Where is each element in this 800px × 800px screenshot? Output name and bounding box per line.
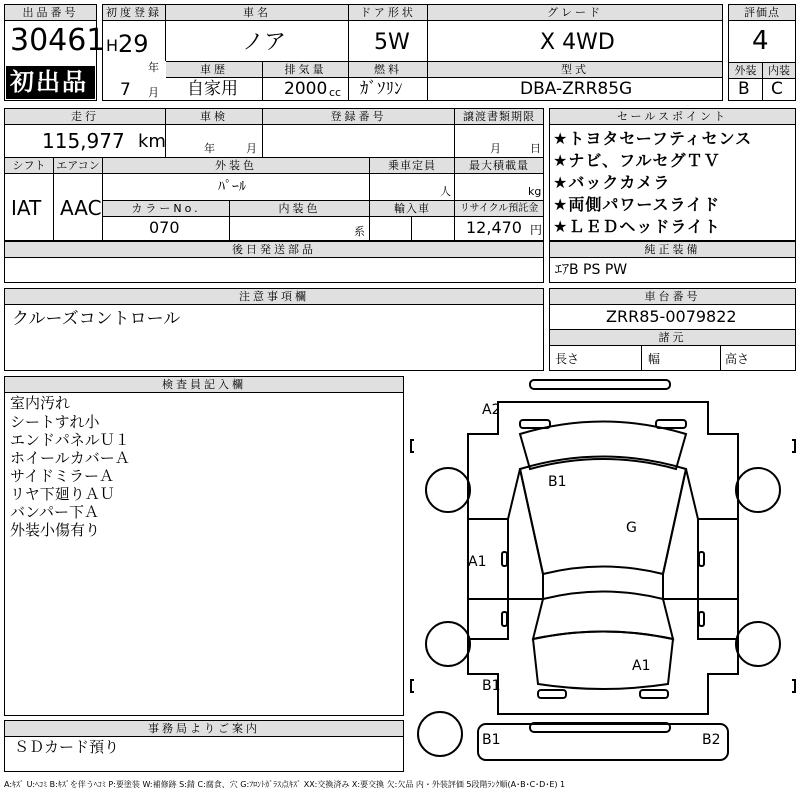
transfer-deadline-header: 譲渡書類期限 <box>455 109 543 125</box>
inspection-header: 車検 <box>166 109 262 125</box>
exterior-color-value: ﾊﾟｰﾙ <box>218 179 246 195</box>
capacity-unit: 人 <box>440 185 451 198</box>
sales-point-item: ★バックカメラ <box>553 173 671 192</box>
interior-score: C <box>771 79 783 99</box>
color-no-header: カラーNo. <box>103 201 229 217</box>
recycle-value: 12,470 <box>466 218 522 237</box>
fuel-header: 燃料 <box>349 62 427 78</box>
damage-mark: B1 <box>548 474 567 490</box>
chassis-header: 車台番号 <box>550 289 795 305</box>
max-load-header: 最大積載量 <box>455 158 543 174</box>
first-reg-header: 初度登録 <box>103 5 165 21</box>
damage-mark: B1 <box>482 678 501 694</box>
car-name-value: ノア <box>242 30 287 55</box>
dimensions-header: 諸元 <box>550 330 795 346</box>
grade-header: グレード <box>428 5 722 21</box>
damage-mark: B1 <box>482 732 501 748</box>
width-label: 幅 <box>648 352 661 366</box>
exterior-score: B <box>738 79 750 99</box>
damage-mark: B2 <box>702 732 721 748</box>
interior-score-header: 内装 <box>763 63 795 79</box>
displacement-unit: cc <box>329 86 342 99</box>
grade-value: X 4WD <box>540 30 615 55</box>
sales-points-header: セールスポイント <box>550 109 795 125</box>
first-reg-month-unit: 月 <box>148 86 159 99</box>
interior-color-header: 内装色 <box>230 201 369 217</box>
first-reg-era: H <box>106 36 119 55</box>
inspector-note: リヤ下廻りＡＵ <box>10 485 115 503</box>
mileage-header: 走行 <box>5 109 165 125</box>
model-value: DBA-ZRR85G <box>520 79 633 99</box>
inspector-note: 外装小傷有り <box>10 521 101 539</box>
sales-point-item: ★トヨタセーフティセンス <box>553 129 753 148</box>
inspector-note: シートすれ小 <box>10 413 100 431</box>
car-name-header: 車名 <box>166 5 348 21</box>
exterior-score-header: 外装 <box>729 63 762 79</box>
transfer-month-unit: 月 <box>490 142 501 155</box>
sales-point-item: ★ナビ、フルセグＴＶ <box>553 151 721 170</box>
lot-header: 出品番号 <box>5 5 96 21</box>
first-reg-year: 29 <box>118 30 149 58</box>
inspector-note: バンパー下Ａ <box>10 503 99 521</box>
history-header: 車歴 <box>166 62 262 78</box>
inspector-note: サイドミラーＡ <box>10 467 114 485</box>
inspector-header: 検査員記入欄 <box>5 377 403 393</box>
door-header: ドア形状 <box>349 5 427 21</box>
score-value: 4 <box>752 26 769 56</box>
inspection-year-unit: 年 <box>204 142 215 155</box>
later-parts-header: 後日発送部品 <box>5 242 543 258</box>
reg-number-header: 登録番号 <box>263 109 454 125</box>
length-label: 長さ <box>555 352 580 366</box>
caution-value: クルーズコントロール <box>12 309 181 329</box>
car-damage-diagram <box>408 374 798 774</box>
transfer-day-unit: 日 <box>530 142 541 155</box>
capacity-header: 乗車定員 <box>370 158 454 174</box>
equipment-header: 純正装備 <box>550 242 795 258</box>
first-reg-month: 7 <box>120 80 131 100</box>
mileage-value: 115,977 <box>42 129 125 153</box>
lot-number: 30461 <box>10 23 106 58</box>
inspector-note: エンドパネルＵ１ <box>10 431 130 449</box>
damage-mark: G <box>626 520 637 536</box>
first-reg-year-unit: 年 <box>148 61 159 74</box>
history-value: 自家用 <box>187 79 238 99</box>
fuel-value: ｶﾞｿﾘﾝ <box>360 79 403 99</box>
score-header: 評価点 <box>729 5 795 21</box>
aircon-value: AAC <box>60 196 102 220</box>
office-value: ＳＤカード預り <box>14 738 120 756</box>
aircon-header: エアコン <box>54 158 102 174</box>
recycle-header: リサイクル預託金 <box>455 201 543 217</box>
displacement-value: 2000 <box>284 79 328 99</box>
mileage-unit: km <box>138 131 166 152</box>
max-load-unit: kg <box>528 185 542 198</box>
legend-text: A:ｷｽﾞ U:ﾍｺﾐ B:ｷｽﾞを伴うﾍｺﾐ P:要塗装 W:補修跡 S:錆 C:腐食、穴 G:ﾌﾛﾝﾄｶﾞﾗｽ点ｷｽﾞ XX:交換済み X:要交換 欠:欠品 内・外装評価 5段階ﾗﾝｸ順(A･B･C･D･E) 1 <box>4 780 566 789</box>
shift-header: シフト <box>5 158 53 174</box>
equipment-value: ｴｱB PS PW <box>555 262 628 278</box>
damage-mark: A1 <box>468 554 487 570</box>
vehicle-detail-box <box>4 108 544 241</box>
door-value: 5W <box>374 30 410 55</box>
inspection-month-unit: 月 <box>246 142 257 155</box>
color-no-value: 070 <box>149 218 180 237</box>
damage-mark: A1 <box>632 658 651 674</box>
exterior-color-header: 外装色 <box>103 158 369 174</box>
damage-mark: A2 <box>482 402 501 418</box>
displacement-header: 排気量 <box>263 62 348 78</box>
model-header: 型式 <box>428 62 722 78</box>
first-listing-label: 初出品 <box>10 68 88 96</box>
shift-value: IAT <box>11 196 42 220</box>
caution-header: 注意事項欄 <box>5 289 543 305</box>
chassis-value: ZRR85-0079822 <box>606 307 737 326</box>
sales-point-item: ★両側パワースライド <box>553 195 721 214</box>
height-label: 高さ <box>725 352 750 366</box>
import-car-header: 輸入車 <box>370 201 454 217</box>
inspector-note: 室内汚れ <box>10 394 71 412</box>
interior-color-unit: 系 <box>354 225 365 238</box>
sales-point-item: ★ＬＥＤヘッドライト <box>553 217 721 236</box>
office-header: 事務局よりご案内 <box>5 721 403 737</box>
inspector-note: ホイールカバーＡ <box>10 449 130 467</box>
recycle-unit: 円 <box>530 223 543 237</box>
